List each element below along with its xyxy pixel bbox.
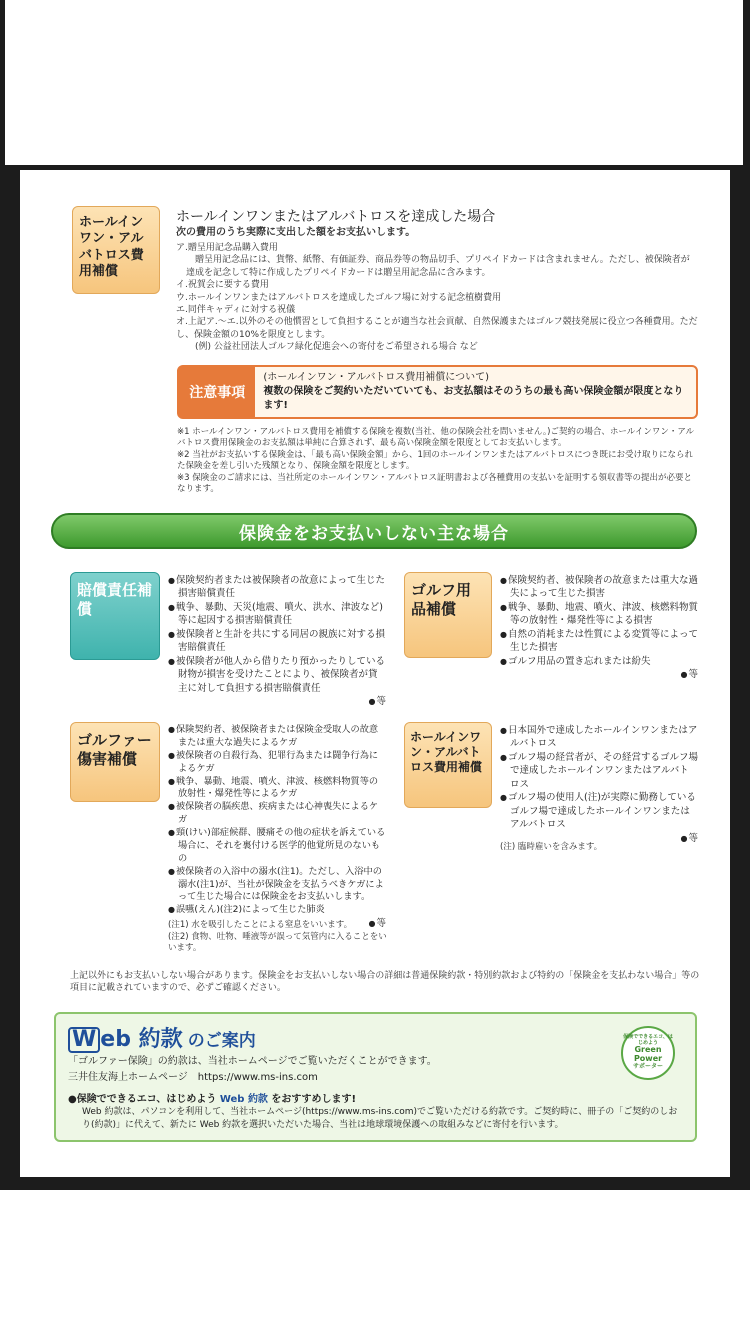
- web-eco-prefix: ●保険でできるエコ、はじめよう: [68, 1094, 217, 1105]
- web-logo-rest: 約款: [247, 1094, 268, 1105]
- list-item: ● ゴルフ用品の置き忘れまたは紛失: [500, 655, 698, 668]
- albatross-note: ※2 当社がお支払いする保険金は、「最も高い保険金額」から、1回のホールインワンまたはアルバトロスにつき既にお受け取りになられた保険金を差し引いた残額となり、保険金額を限度とします。: [177, 449, 694, 472]
- web-logo-w: W: [68, 1027, 100, 1053]
- web-eco-row: [68, 1090, 356, 1105]
- web-terms-logo-small: [220, 1094, 268, 1105]
- albatross-notes: [177, 427, 699, 496]
- albatross-line: エ.同伴キャディに対する祝儀: [176, 305, 296, 316]
- albatross-line: 贈呈用記念品には、貨幣、紙幣、有価証券、商品券等の物品切手、プリペイドカードは含まれません。ただし、被保険者が達成を記念して特に作成したプリペイドカードは贈呈用記念品に含みます。: [186, 255, 690, 278]
- liability-label-text: 賠償責任補償: [77, 581, 153, 618]
- web-title-row: [68, 1022, 256, 1053]
- albatross-note: ※1 ホールインワン・アルバトロス費用を補償する保険を複数(当社、他の保険会社を問いません。)ご契約の場合、ホールインワン・アルバトロス費用保険金のお支払額は単純に合算されず、最も高い保険金額を限度としてお支払いします。: [177, 427, 694, 449]
- previous-page-area: [5, 0, 743, 165]
- albatross2-label-text: ホールインワン・アルバトロス費用補償: [410, 730, 483, 774]
- list-item: ● 被保険者の自殺行為、犯罪行為または闘争行為によるケガ: [168, 750, 386, 776]
- list-item: ● ゴルフ場の経営者が、その経営するゴルフ場で達成したホールインワンまたはアルバトロス: [500, 751, 698, 791]
- list-item: ● 被保険者の脳疾患、疾病または心神喪失によるケガ: [168, 801, 386, 827]
- notice-body: [255, 367, 696, 417]
- albatross-line: ウ.ホールインワンまたはアルバトロスを達成したゴルフ場に対する記念植樹費用: [176, 292, 502, 303]
- albatross2-note: (注) 臨時雇いを含みます。: [500, 842, 603, 852]
- badge-sub: サポーター: [632, 1063, 663, 1070]
- list-item: ● ゴルフ場の使用人(注)が実際に勤務しているゴルフ場で達成したホールインワンまたはアルバトロス: [500, 791, 698, 831]
- albatross2-label: [404, 722, 492, 808]
- list-item: ● 誤嚥(えん)(注2)によって生じた肺炎: [168, 904, 386, 917]
- golf-goods-label: [404, 572, 492, 658]
- web-title-suffix: のご案内: [187, 1031, 256, 1051]
- list-item: ● 被保険者の入浴中の溺水(注1)。ただし、入浴中の溺水(注1)が、当社が保険金を支払うべきケガによって生じた場合には保険金をお支払いします。: [168, 866, 386, 905]
- albatross-line: イ.祝賀会に要する費用: [176, 280, 269, 291]
- list-item: ● 被保険者と生計を共にする同居の親族に対する損害賠償責任: [168, 628, 386, 655]
- badge-main: Green Power: [633, 1045, 663, 1064]
- albatross-subtitle: 次の費用のうち実際に支出した額をお支払いします。: [176, 227, 416, 238]
- etc-text: [168, 695, 386, 708]
- green-power-badge: [621, 1026, 675, 1080]
- web-line1: 「ゴルファー保険」の約款は、当社ホームページでご覧いただくことができます。: [68, 1056, 437, 1067]
- list-item: ● 戦争、暴動、地震、噴火、津波、核燃料物質等の放射性・爆発性等による損害: [500, 601, 698, 628]
- etc-text: [500, 668, 698, 681]
- albatross-line: ア.贈呈用記念品購入費用: [176, 243, 278, 253]
- web-terms-logo: [68, 1027, 183, 1052]
- etc-label: 等: [688, 832, 698, 844]
- albatross-label-text: ホールインワン・アルバトロス費用補償: [79, 215, 144, 279]
- list-item: ● 保険契約者または被保険者の故意によって生じた損害賠償責任: [168, 574, 386, 601]
- list-item: ● 保険契約者、被保険者または保険金受取人の故意または重大な過失によるケガ: [168, 724, 386, 750]
- web-logo-eb: eb: [230, 1094, 245, 1105]
- page-number: 4: [700, 1143, 712, 1164]
- web-eco-suffix: をおすすめします!: [271, 1094, 357, 1105]
- list-item: ● 被保険者が他人から借りたり預かったりしている財物が損害を受けたことにより、被保険者が貸主に対して負担する損害賠償責任: [168, 655, 386, 695]
- golfer-injury-label-text: ゴルファー傷害補償: [77, 731, 152, 768]
- liability-list: [168, 574, 386, 709]
- list-item: ● 戦争、暴動、天災(地震、噴火、洪水、津波など)等に起因する損害賠償責任: [168, 601, 386, 628]
- injury-note: (注2) 食物、吐物、唾液等が誤って気管内に入ることをいいます。: [168, 931, 387, 954]
- notice-label: 注意事項: [179, 367, 255, 417]
- notice-box: [177, 365, 698, 419]
- injury-note: (注1) 水を吸引したことによる窒息をいいます。: [168, 920, 353, 930]
- golfer-injury-label: [70, 722, 160, 802]
- golfer-injury-list: [168, 724, 386, 930]
- list-item: ● 頸(けい)部症候群、腰痛その他の症状を訴えている場合に、それを裏付ける医学的他覚所見のないもの: [168, 827, 386, 866]
- web-terms-box: [54, 1012, 697, 1142]
- albatross-line: オ.上記ア.〜エ.以外のその他慣習として負担することが適当な社会貢献、自然保護またはゴルフ競技発展に役立つ各種費用。ただし、保険金額の10%を限度とします。: [176, 317, 698, 340]
- etc-label: 等: [376, 918, 386, 930]
- web-line2: 三井住友海上ホームページ https://www.ms-ins.com: [68, 1072, 318, 1083]
- list-item: ● 日本国外で達成したホールインワンまたはアルバトロス: [500, 724, 698, 751]
- list-item: ● 保険契約者、被保険者の故意または重大な過失によって生じた損害: [500, 574, 698, 601]
- document-page: [20, 170, 730, 1177]
- albatross-lines: [176, 242, 698, 354]
- notice-sub: (ホールインワン・アルバトロス費用補償について): [263, 372, 490, 383]
- badge-top: 保険でできるエコ、はじめよう: [623, 1034, 673, 1046]
- albatross2-list: [500, 724, 698, 845]
- albatross-title: ホールインワンまたはアルバトロスを達成した場合: [176, 209, 496, 225]
- etc-label: 等: [688, 669, 698, 681]
- web-logo-rest: 約款: [138, 1027, 183, 1052]
- list-item: ● 戦争、暴動、地震、噴火、津波、核燃料物質等の放射性・爆発性等によるケガ: [168, 776, 386, 802]
- notice-text: 複数の保険をご契約いただいていても、お支払額はそのうちの最も高い保険金額が限度となります!: [263, 386, 684, 411]
- golfer-injury-notes: [168, 920, 390, 955]
- golf-goods-list: [500, 574, 698, 682]
- albatross-line: (例) 公益社団法人ゴルフ緑化促進会への寄付をご希望される場合 など: [186, 342, 478, 353]
- list-item: ● 自然の消耗または性質による変質等によって生じた損害: [500, 628, 698, 655]
- section-title-bar: 保険金をお支払いしない主な場合: [51, 513, 697, 549]
- web-logo-w: W: [219, 1094, 231, 1105]
- etc-label: 等: [376, 696, 386, 708]
- web-logo-eb: eb: [100, 1027, 131, 1052]
- albatross-note: ※3 保険金のご請求には、当社所定のホールインワン・アルバトロス証明書および各種費用の支払いを証明する領収書等の提出が必要となります。: [177, 472, 693, 495]
- albatross-label: [72, 206, 160, 294]
- web-eco-body: Web 約款は、パソコンを利用して、当社ホームページ(https://www.ms-ins.com)でご覧いただける約款です。ご契約時に、冊子の「ご契約のしおり(約款)」に代えて、新たに Web 約款を選択いただいた場合、当社は地球環境保護への取組みなどに寄付を行います。: [82, 1107, 678, 1130]
- golf-goods-label-text: ゴルフ用品補償: [411, 581, 472, 618]
- footer-note: 上記以外にもお支払いしない場合があります。保険金をお支払いしない場合の詳細は普通保険約款・特別約款および特約の「保険金を支払わない場合」等の項目に記載されていますので、必ずご確認ください。: [70, 971, 700, 994]
- liability-label: [70, 572, 160, 660]
